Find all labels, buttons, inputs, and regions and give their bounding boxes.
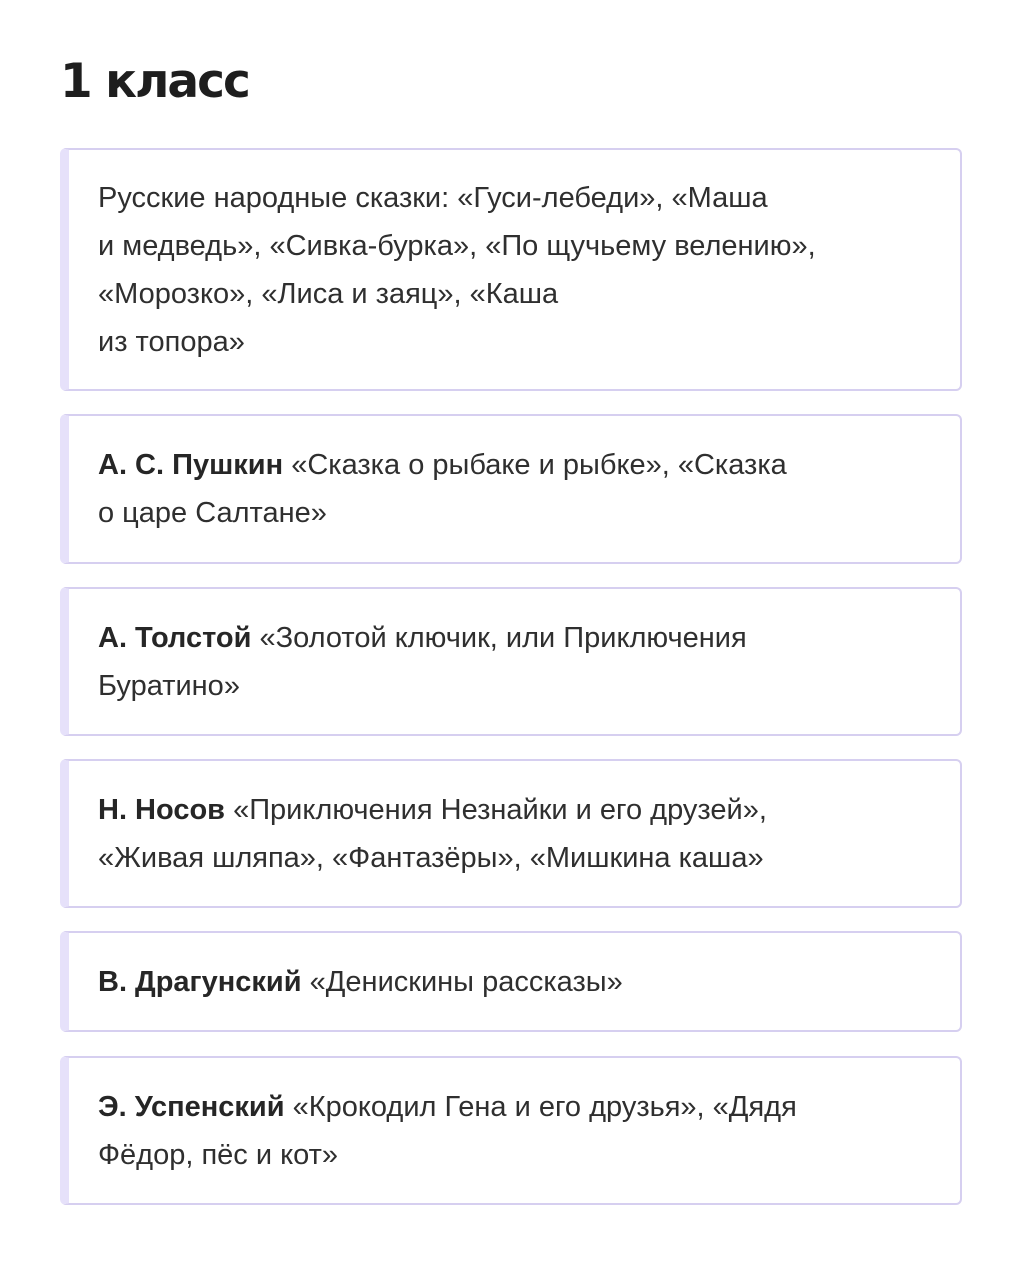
card-works: «Приключения Незнайки и его друзей», xyxy=(233,793,767,826)
card-line xyxy=(98,786,767,834)
page-title: 1 класс xyxy=(60,54,249,109)
card-line: о царе Салтане» xyxy=(98,497,327,529)
card-text xyxy=(98,174,816,366)
card-line: Русские народные сказки: «Гуси-лебеди», «Маша xyxy=(98,181,768,214)
card-line xyxy=(98,614,747,662)
book-card-nosov xyxy=(60,759,962,908)
card-works: «Денискины рассказы» xyxy=(309,965,623,998)
card-line xyxy=(98,1083,797,1131)
card-text xyxy=(98,786,767,882)
book-card-pushkin xyxy=(60,414,962,564)
card-author: Н. Носов xyxy=(98,793,226,826)
card-author: А. Толстой xyxy=(98,621,252,654)
card-text xyxy=(98,1083,797,1179)
card-line: и медведь», «Сивка-бурка», «По щучьему велению», xyxy=(98,229,816,262)
book-card-folk-tales xyxy=(60,148,962,391)
card-author: А. С. Пушкин xyxy=(98,449,284,481)
book-card-tolstoy xyxy=(60,587,962,736)
card-author: В. Драгунский xyxy=(98,965,302,998)
card-line: «Морозко», «Лиса и заяц», «Каша xyxy=(98,277,559,310)
card-line xyxy=(98,958,623,1006)
card-line: из топора» xyxy=(98,325,245,358)
card-line: «Живая шляпа», «Фантазёры», «Мишкина каша» xyxy=(98,841,764,874)
card-works: «Крокодил Гена и его друзья», «Дядя xyxy=(292,1090,797,1123)
card-text xyxy=(98,614,747,710)
card-author: Э. Успенский xyxy=(98,1090,285,1123)
card-works: «Сказка о рыбаке и рыбке», «Сказка xyxy=(291,449,787,481)
book-card-dragunsky xyxy=(60,931,962,1032)
card-line: Буратино» xyxy=(98,669,240,702)
card-line xyxy=(98,441,787,489)
card-text xyxy=(98,958,623,1006)
card-works: «Золотой ключик, или Приключения xyxy=(259,621,747,654)
book-card-uspensky xyxy=(60,1056,962,1205)
card-line: Фёдор, пёс и кот» xyxy=(98,1138,339,1171)
card-text xyxy=(98,441,787,537)
